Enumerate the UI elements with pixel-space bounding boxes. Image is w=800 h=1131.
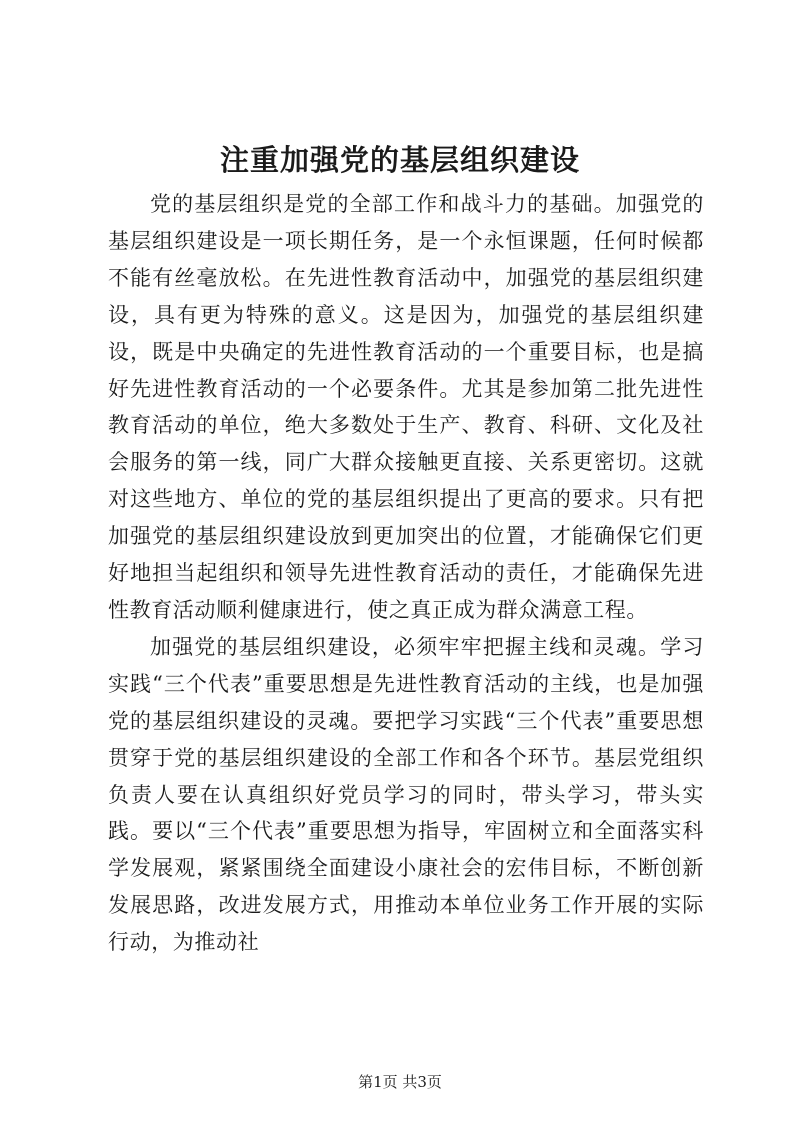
document-body bbox=[108, 186, 704, 961]
page-number-footer: 第1页 共3页 bbox=[358, 1073, 442, 1091]
paragraph: 加强党的基层组织建设，必须牢牢把握主线和灵魂。学习实践“三个代表”重要思想是先进性教育活动的主线，也是加强党的基层组织建设的灵魂。要把学习实践“三个代表”重要思想贯穿于党的基层组织建设的全部工作和各个环节。基层党组织负责人要在认真组织好党员学习的同时，带头学习，带头实践。要以“三个代表”重要思想为指导，牢固树立和全面落实科学发展观，紧紧围绕全面建设小康社会的宏伟目标，不断创新发展思路，改进发展方式，用推动本单位业务工作开展的实际行动，为推动社 bbox=[108, 634, 704, 955]
document-title: 注重加强党的基层组织建设 bbox=[219, 143, 580, 177]
paragraph: 党的基层组织是党的全部工作和战斗力的基础。加强党的基层组织建设是一项长期任务，是一个永恒课题，任何时候都不能有丝毫放松。在先进性教育活动中，加强党的基层组织建设，具有更为特殊的意义。这是因为，加强党的基层组织建设，既是中央确定的先进性教育活动的一个重要目标，也是搞好先进性教育活动的一个必要条件。尤其是参加第二批先进性教育活动的单位，绝大多数处于生产、教育、科研、文化及社会服务的第一线，同广大群众接触更直接、关系更密切。这就对这些地方、单位的党的基层组织提出了更高的要求。只有把加强党的基层组织建设放到更加突出的位置，才能确保它们更好地担当起组织和领导先进性教育活动的责任，才能确保先进性教育活动顺利健康进行，使之真正成为群众满意工程。 bbox=[108, 192, 704, 622]
